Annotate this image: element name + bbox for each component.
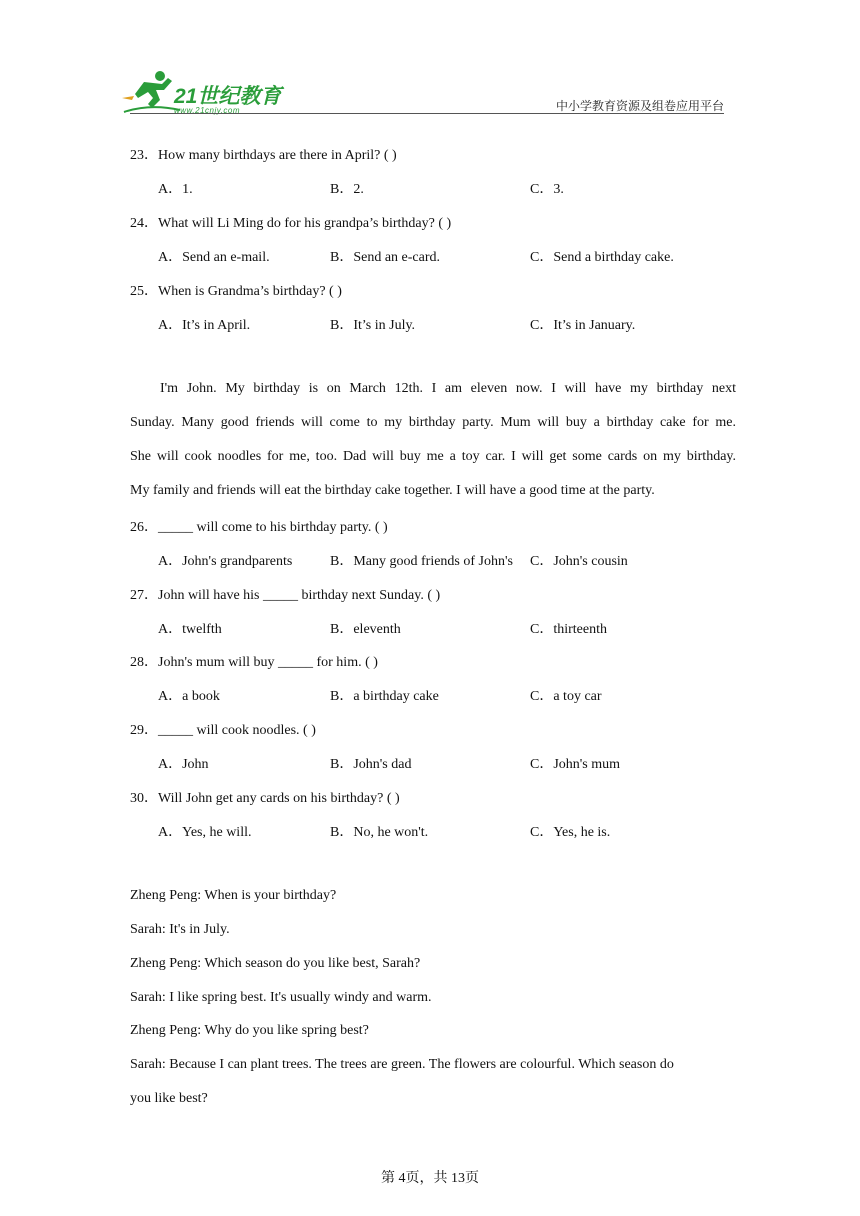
option-c: C．John's mum: [530, 757, 621, 772]
option-b: B．Many good friends of John's: [330, 554, 513, 569]
question-stem: 25．When is Grandma’s birthday? ( ): [130, 284, 342, 299]
option-a: A．Yes, he will.: [158, 825, 252, 840]
option-c: C．Send a birthday cake.: [530, 250, 674, 265]
option-a: A．1.: [158, 182, 193, 197]
logo: [122, 68, 292, 118]
option-a: A．a book: [158, 689, 220, 704]
passage-line: She will cook noodles for me, too. Dad will buy me a toy car. I will get some cards on my birthday.: [130, 449, 736, 464]
question-stem: 29．_____ will cook noodles. ( ): [130, 723, 316, 738]
dialogue-line: Zheng Peng: When is your birthday?: [130, 888, 337, 903]
option-a: A．John's grandparents: [158, 554, 293, 569]
page-number: 第 4页，共 13页: [381, 1171, 479, 1186]
question-stem: 27．John will have his _____ birthday next Sunday. ( ): [130, 588, 441, 603]
option-a: A．It’s in April.: [158, 318, 251, 333]
passage-line: I'm John. My birthday is on March 12th. I am eleven now. I will have my birthday next: [160, 381, 736, 396]
option-c: C．Yes, he is.: [530, 825, 611, 840]
option-b: B．No, he won't.: [330, 825, 429, 840]
option-c: C．a toy car: [530, 689, 602, 704]
option-c: C．John's cousin: [530, 554, 628, 569]
option-b: B．It’s in July.: [330, 318, 416, 333]
question-stem: 26．_____ will come to his birthday party. ( ): [130, 520, 388, 535]
logo-text: 21世纪教育: [174, 85, 282, 108]
option-b: B．2.: [330, 182, 364, 197]
option-b: B．a birthday cake: [330, 689, 439, 704]
header-divider: [130, 113, 724, 114]
dialogue-line: you like best?: [130, 1091, 208, 1106]
passage-line: My family and friends will eat the birthday cake together. I will have a good time at the party.: [130, 483, 655, 498]
option-b: B．Send an e-card.: [330, 250, 441, 265]
dialogue-line: Zheng Peng: Why do you like spring best?: [130, 1023, 369, 1038]
option-b: B．John's dad: [330, 757, 412, 772]
platform-name: 中小学教育资源及组卷应用平台: [555, 99, 724, 113]
option-b: B．eleventh: [330, 622, 401, 637]
logo-url-text: www.21cnjy.com: [174, 106, 240, 115]
option-c: C．It’s in January.: [530, 318, 636, 333]
question-stem: 28．John's mum will buy _____ for him. ( ): [130, 655, 378, 670]
option-a: A．Send an e-mail.: [158, 250, 270, 265]
dialogue-line: Zheng Peng: Which season do you like best, Sarah?: [130, 956, 421, 971]
passage-line: Sunday. Many good friends will come to my birthday party. Mum will buy a birthday cake for me.: [130, 415, 736, 430]
option-c: C．3.: [530, 182, 564, 197]
dialogue-line: Sarah: I like spring best. It's usually windy and warm.: [130, 990, 432, 1005]
question-stem: 23．How many birthdays are there in April? ( ): [130, 148, 397, 163]
option-a: A．twelfth: [158, 622, 222, 637]
question-stem: 30．Will John get any cards on his birthday? ( ): [130, 791, 400, 806]
runner-logo-icon: [122, 68, 182, 118]
dialogue-line: Sarah: Because I can plant trees. The trees are green. The flowers are colourful. Which season do: [130, 1057, 674, 1072]
question-stem: 24．What will Li Ming do for his grandpa’s birthday? ( ): [130, 216, 452, 231]
dialogue-line: Sarah: It's in July.: [130, 922, 230, 937]
option-a: A．John: [158, 757, 209, 772]
option-c: C．thirteenth: [530, 622, 607, 637]
